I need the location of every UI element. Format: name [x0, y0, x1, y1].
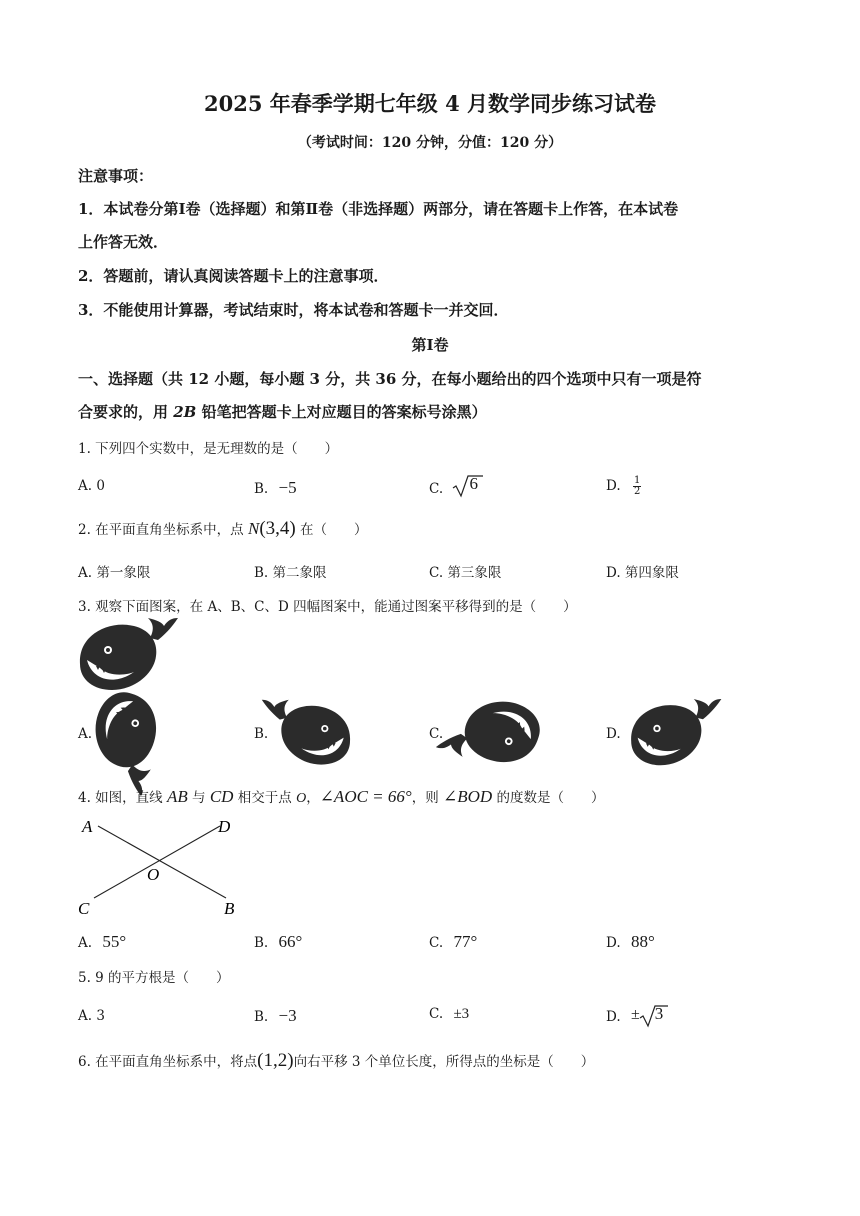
- label-b: B: [224, 899, 235, 918]
- note-item-2: 2．答题前，请认真阅读答题卡上的注意事项．: [78, 267, 389, 285]
- q4-option-c: [429, 932, 477, 952]
- target-angle: ∠BOD: [443, 787, 493, 806]
- intersecting-lines-figure: [76, 816, 256, 916]
- fraction: [633, 476, 641, 497]
- question-1-stem: 1. 下列四个实数中，是无理数的是（ ）: [78, 441, 339, 457]
- whale-translated-icon: [622, 698, 712, 768]
- q3-option-c-label: C.: [429, 726, 444, 742]
- q1-option-a: A. 0: [78, 478, 105, 494]
- option-label: D.: [606, 478, 621, 494]
- label-c: C: [78, 899, 90, 918]
- option-label: A.: [78, 935, 93, 951]
- point-o: O: [296, 791, 307, 806]
- stem-text: 相交于点: [233, 790, 297, 806]
- radicand: 6: [469, 474, 478, 493]
- label-o: O: [147, 865, 160, 884]
- point-name: N: [247, 519, 260, 538]
- option-value: 66°: [278, 932, 303, 951]
- whale-rotated-icon: [96, 688, 166, 778]
- line-cd: CD: [209, 787, 234, 806]
- option-label: C.: [429, 1006, 444, 1022]
- q1-option-b: [254, 478, 297, 498]
- q3-option-b-label: B.: [254, 726, 269, 742]
- option-label: B.: [254, 1009, 269, 1025]
- given-angle: ∠AOC = 66°: [319, 787, 412, 806]
- option-label: C.: [429, 935, 444, 951]
- denominator: 2: [633, 486, 641, 497]
- sqrt-expression: [455, 474, 478, 494]
- stem-text: 6. 在平面直角坐标系中，将点: [78, 1054, 258, 1070]
- note-item-1-line-2: 上作答无效．: [78, 233, 169, 251]
- q5-option-d: [606, 1004, 663, 1024]
- q5-option-b: [254, 1006, 297, 1026]
- line-cd-segment: [94, 826, 220, 898]
- stem-text: ，则: [411, 790, 443, 806]
- note-item-3: 3．不能使用计算器，考试结束时，将本试卷和答题卡一并交回．: [78, 301, 509, 319]
- question-3-stem: 3. 观察下面图案，在 A、B、C、D 四幅图案中，能通过图案平移得到的是（ ）: [78, 599, 577, 615]
- option-label: D.: [606, 935, 621, 951]
- exam-title: 2025 年春季学期七年级 4 月数学同步练习试卷: [204, 91, 656, 116]
- q2-option-b: B. 第二象限: [254, 565, 327, 581]
- whale-flipped-icon: [448, 696, 548, 776]
- line-ab: AB: [166, 787, 188, 806]
- part1-text-c: 铅笔把答题卡上对应题目的答案标号涂黑）: [196, 403, 487, 421]
- part1-text-a: 合要求的，用: [78, 403, 174, 421]
- question-5-stem: 5. 9 的平方根是（ ）: [78, 970, 230, 986]
- label-a: A: [82, 817, 93, 836]
- plus-minus: ±: [630, 1006, 640, 1023]
- radicand: 3: [654, 1004, 664, 1023]
- stem-text: 4. 如图，直线: [78, 790, 167, 806]
- stem-text: 2. 在平面直角坐标系中，点: [78, 522, 248, 538]
- q5-option-c: [429, 1006, 469, 1023]
- q3-option-d-label: D.: [606, 726, 621, 742]
- notes-heading: 注意事项：: [78, 167, 154, 185]
- radical-sign-icon: [640, 1005, 658, 1027]
- q3-option-a-label: A.: [78, 726, 93, 742]
- q2-option-c: C. 第三象限: [429, 565, 502, 581]
- option-label: C.: [429, 481, 444, 497]
- sqrt-expression: [640, 1004, 664, 1024]
- option-value: ±3: [453, 1006, 470, 1022]
- q1-option-d: [606, 476, 641, 497]
- option-value: 88°: [630, 932, 655, 951]
- stem-text: 的度数是（ ）: [492, 790, 605, 806]
- q2-option-a: A. 第一象限: [78, 565, 151, 581]
- q4-option-b: [254, 932, 302, 952]
- question-6-stem: [78, 1050, 594, 1072]
- stem-text: ，: [306, 790, 320, 806]
- part1-heading-line-1: 一、选择题（共 12 小题，每小题 3 分，共 36 分，在每小题给出的四个选项中只有一项是符: [78, 370, 702, 388]
- option-label: D.: [606, 1009, 621, 1025]
- stem-text: 与: [187, 790, 210, 806]
- q5-option-a: A. 3: [78, 1008, 105, 1024]
- option-label: B.: [254, 935, 269, 951]
- q4-option-d: [606, 932, 655, 952]
- pencil-grade: 2B: [173, 403, 197, 421]
- radical-sign-icon: [453, 475, 471, 497]
- option-value: 55°: [102, 932, 127, 951]
- line-ab-segment: [98, 826, 226, 898]
- q4-option-a: [78, 932, 126, 952]
- note-item-1-line-1: 1．本试卷分第Ⅰ卷（选择题）和第Ⅱ卷（非选择题）两部分，请在答题卡上作答，在本试卷: [78, 200, 679, 218]
- exam-subtitle: （考试时间：120 分钟，分值：120 分）: [297, 135, 563, 151]
- volume-heading: 第Ⅰ卷: [411, 336, 449, 354]
- q1-option-c: [429, 474, 478, 497]
- point-coordinates: (1,2): [257, 1050, 294, 1071]
- whale-mirrored-icon: [270, 698, 360, 768]
- stem-text: 向右平移 3 个单位长度，所得点的坐标是（ ）: [293, 1054, 595, 1070]
- numerator: 1: [633, 475, 641, 486]
- option-value: 77°: [453, 932, 478, 951]
- stem-text: 在（ ）: [295, 522, 368, 538]
- part1-heading-line-2: [78, 401, 487, 422]
- option-value: −5: [278, 478, 297, 497]
- point-coordinates: (3,4): [259, 518, 296, 539]
- option-value: −3: [278, 1006, 297, 1025]
- option-label: B.: [254, 481, 269, 497]
- original-whale-icon: [76, 620, 166, 690]
- question-4-stem: [78, 786, 604, 807]
- label-d: D: [218, 817, 231, 836]
- q2-option-d: D. 第四象限: [606, 565, 679, 581]
- question-2-stem: [78, 518, 368, 540]
